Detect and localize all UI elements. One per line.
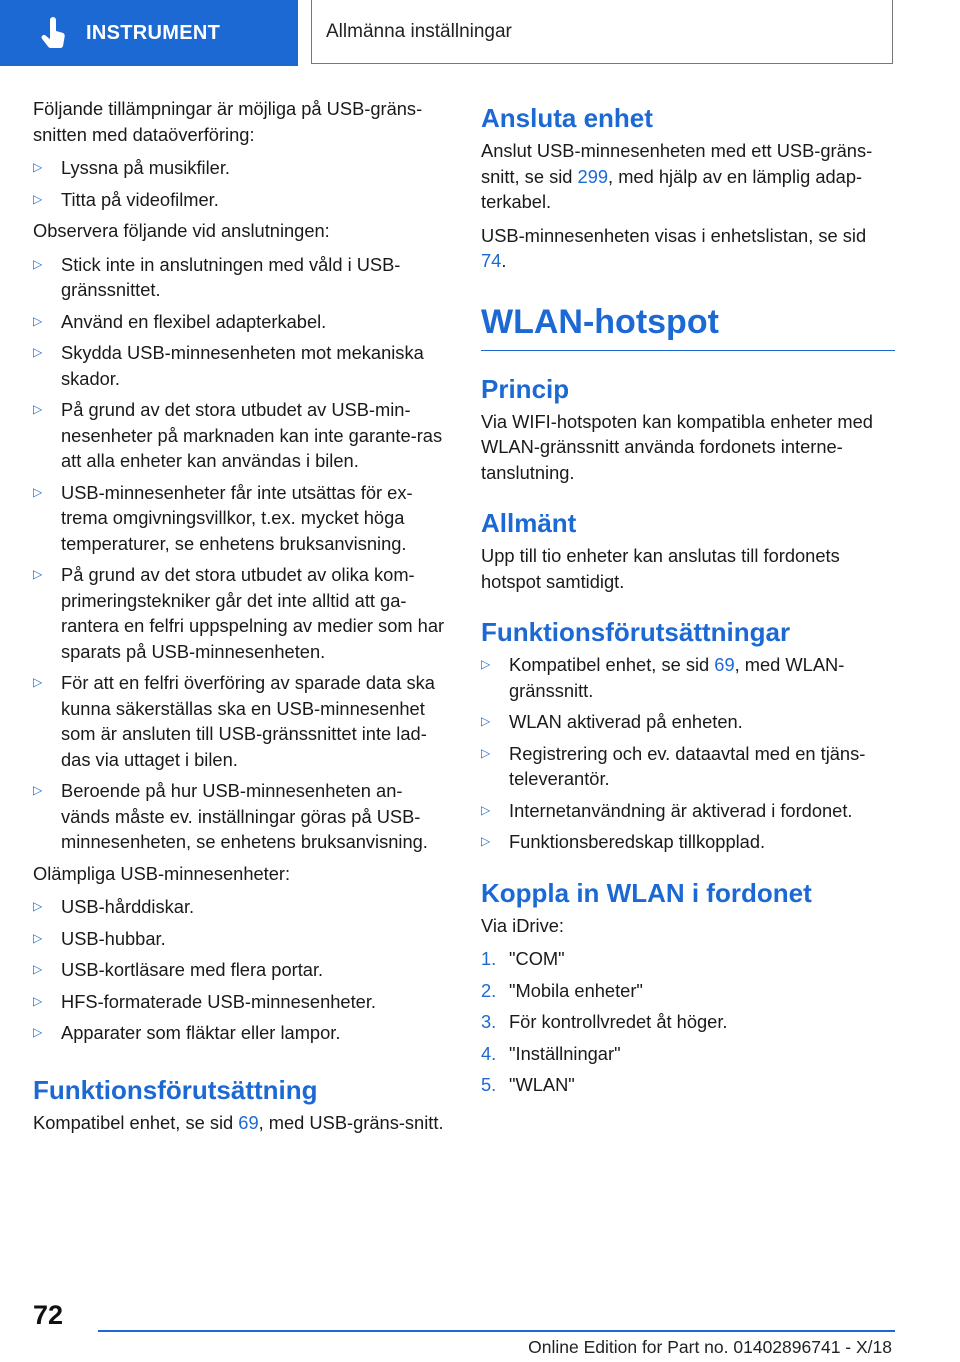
requirement-text: Kompatibel enhet, se sid 69, med USB-gräns-snitt. bbox=[33, 1111, 444, 1133]
observe-intro: Observera följande vid anslutningen: bbox=[33, 220, 330, 241]
usb-apps-list bbox=[33, 155, 447, 212]
list-item: ▷ USB-kortläsare med flera portar. bbox=[33, 957, 447, 983]
observe-list bbox=[33, 252, 447, 855]
list-item: ▷ Stick inte in anslutningen med våld i USB-gränssnittet. bbox=[33, 252, 447, 303]
list-item: ▷ USB-hårddiskar. bbox=[33, 894, 447, 920]
step-item: 3. För kontrollvredet åt höger. bbox=[481, 1011, 728, 1032]
footer-divider bbox=[98, 1330, 895, 1332]
unsuitable-list bbox=[33, 894, 447, 1046]
step-item: 4. "Inställningar" bbox=[481, 1042, 621, 1064]
page-header bbox=[0, 0, 960, 66]
list-item: ▷ På grund av det stora utbudet av olika kom-primeringstekniker går det inte alltid att ga-rantera en felfri uppspelning av medier som har sparats på USB-minnesenheten. bbox=[33, 562, 447, 664]
enable-wlan-heading: Koppla in WLAN i fordonet bbox=[481, 877, 812, 908]
principle-heading: Princip bbox=[481, 373, 570, 404]
list-item: ▷ Kompatibel enhet, se sid 69, med WLAN-gränssnitt. bbox=[481, 652, 895, 703]
triangle-bullet-icon: ▷ bbox=[33, 962, 43, 976]
touch-hand-icon bbox=[36, 16, 70, 50]
triangle-bullet-icon: ▷ bbox=[33, 567, 43, 581]
triangle-bullet-icon: ▷ bbox=[33, 345, 43, 359]
list-item: ▷ HFS-formaterade USB-minnesenheter. bbox=[33, 989, 447, 1015]
triangle-bullet-icon: ▷ bbox=[481, 714, 491, 728]
list-item: ▷ Lyssna på musikfiler. bbox=[33, 155, 447, 181]
triangle-bullet-icon: ▷ bbox=[33, 160, 43, 174]
triangle-bullet-icon: ▷ bbox=[481, 657, 491, 671]
general-heading: Allmänt bbox=[481, 508, 577, 538]
list-item: ▷ Titta på videofilmer. bbox=[33, 187, 447, 213]
triangle-bullet-icon: ▷ bbox=[33, 313, 43, 328]
page-number: 72 bbox=[33, 1300, 64, 1330]
chapter-title bbox=[311, 0, 893, 64]
page-link[interactable]: 69 bbox=[714, 654, 735, 675]
requirement-heading: Funktionsförutsättning bbox=[33, 1074, 318, 1105]
triangle-bullet-icon: ▷ bbox=[33, 930, 43, 945]
triangle-bullet-icon: ▷ bbox=[33, 484, 43, 499]
page-link[interactable]: 69 bbox=[238, 1111, 259, 1133]
triangle-bullet-icon: ▷ bbox=[481, 834, 491, 848]
requirements-list bbox=[481, 652, 895, 855]
list-item: ▷ Internetanvändning är aktiverad i fordonet. bbox=[481, 798, 895, 824]
unsuitable-intro: Olämpliga USB-minnesenheter: bbox=[33, 862, 291, 884]
list-item: ▷ Beroende på hur USB-minnesenheten an-vänds måste ev. inställningar göras på USB-minnesenheten, se enhetens bruksanvisning. bbox=[33, 778, 447, 855]
general-text: Upp till tio enheter kan anslutas till fordonets hotspot samtidigt. bbox=[481, 545, 840, 592]
step-item: 5. "WLAN" bbox=[481, 1074, 575, 1095]
triangle-bullet-icon: ▷ bbox=[33, 402, 43, 416]
connect-device-text: Anslut USB-minnesenheten med ett USB-gräns-snitt, se sid 299, med hjälp av en lämplig adap-terkabel. bbox=[481, 140, 873, 212]
right-column bbox=[481, 102, 895, 1104]
triangle-bullet-icon: ▷ bbox=[33, 899, 43, 913]
triangle-bullet-icon: ▷ bbox=[33, 1025, 43, 1039]
triangle-bullet-icon: ▷ bbox=[33, 783, 43, 797]
section-tab[interactable] bbox=[0, 0, 298, 66]
list-item: ▷ USB-hubbar. bbox=[33, 926, 447, 952]
chapter-title-text: Allmänna inställningar bbox=[326, 20, 512, 42]
triangle-bullet-icon: ▷ bbox=[33, 993, 43, 1008]
list-item: ▷ För att en felfri överföring av sparade data ska kunna säkerställas ska en USB-minnesenhet som är ansluten till USB-gränssnittet inte lad-das via uttaget i bilen. bbox=[33, 670, 447, 772]
page-link[interactable]: 74 bbox=[481, 250, 502, 271]
list-item: ▷ Skydda USB-minnesenheten mot mekaniska skador. bbox=[33, 340, 447, 391]
list-item: ▷ WLAN aktiverad på enheten. bbox=[481, 709, 895, 735]
list-item: ▷ Registrering och ev. dataavtal med en tjäns-televerantör. bbox=[481, 741, 895, 792]
requirements-heading: Funktionsförutsättningar bbox=[481, 617, 791, 647]
wlan-hotspot-heading: WLAN-hotspot bbox=[481, 302, 895, 351]
list-item: ▷ USB-minnesenheter får inte utsättas för ex-trema omgivningsvillkor, t.ex. mycket höga temperaturer, se enhetens bruksanvisning. bbox=[33, 480, 447, 557]
page-link[interactable]: 299 bbox=[577, 165, 609, 187]
steps-list bbox=[481, 946, 895, 1098]
triangle-bullet-icon: ▷ bbox=[33, 256, 43, 271]
triangle-bullet-icon: ▷ bbox=[33, 675, 43, 689]
list-item: ▷ Funktionsberedskap tillkopplad. bbox=[481, 829, 895, 855]
idrive-text: Via iDrive: bbox=[481, 914, 564, 936]
triangle-bullet-icon: ▷ bbox=[481, 745, 491, 760]
left-column bbox=[33, 96, 447, 1143]
list-item: ▷ Apparater som fläktar eller lampor. bbox=[33, 1020, 447, 1046]
usb-intro: Följande tillämpningar är möjliga på USB-gräns-snitten med dataöverföring: bbox=[33, 98, 423, 145]
step-item: 1. "COM" bbox=[481, 948, 565, 969]
principle-text: Via WIFI-hotspoten kan kompatibla enheter med WLAN-gränssnitt använda fordonets interne-tanslutning. bbox=[481, 410, 873, 483]
device-list-text: USB-minnesenheten visas i enhetslistan, se sid 74. bbox=[481, 224, 867, 271]
list-item: ▷ Använd en flexibel adapterkabel. bbox=[33, 309, 447, 335]
triangle-bullet-icon: ▷ bbox=[33, 191, 43, 206]
edition-text: Online Edition for Part no. 01402896741 - X/18 bbox=[528, 1337, 892, 1357]
triangle-bullet-icon: ▷ bbox=[481, 802, 491, 817]
connect-device-heading: Ansluta enhet bbox=[481, 103, 653, 133]
step-item: 2. "Mobila enheter" bbox=[481, 979, 643, 1001]
section-label: INSTRUMENT bbox=[86, 21, 221, 44]
list-item: ▷ På grund av det stora utbudet av USB-min-nesenheter på marknaden kan inte garante-ras att alla enheter kan användas i bilen. bbox=[33, 397, 447, 474]
